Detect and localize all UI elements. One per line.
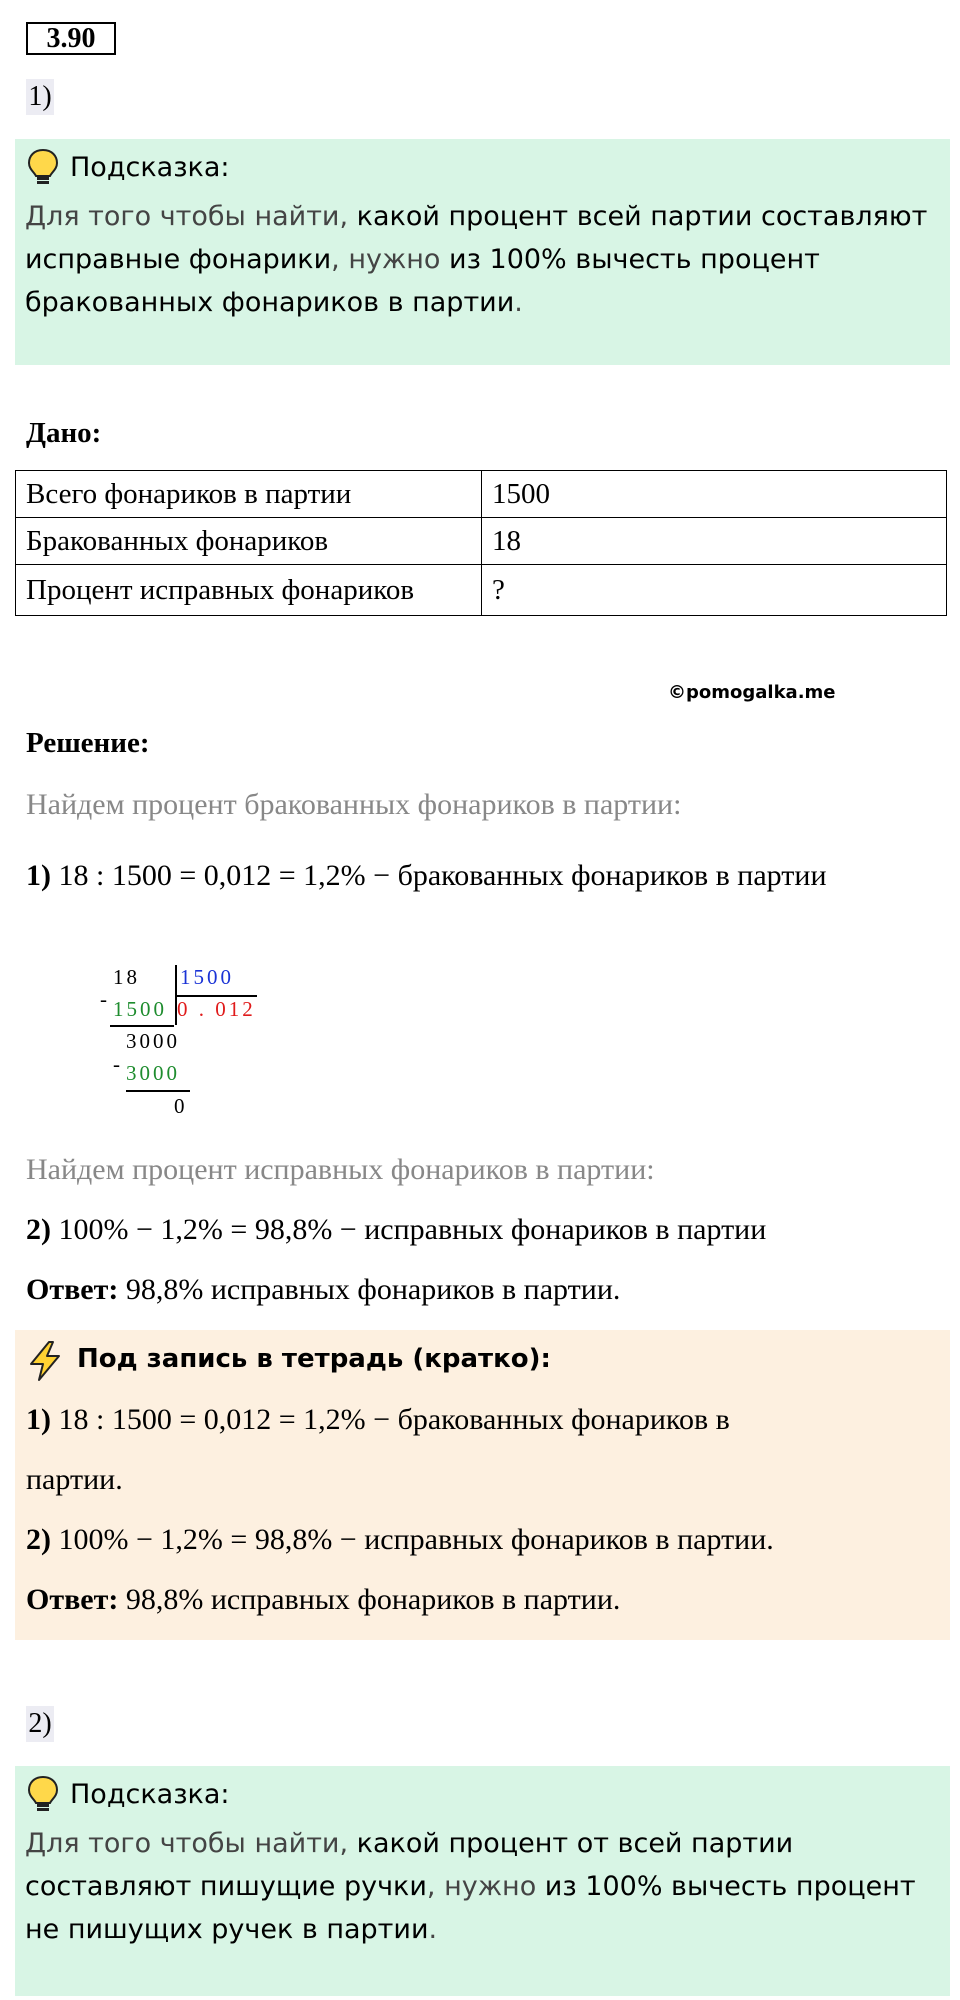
watermark: ©pomogalka.me: [668, 682, 836, 703]
solution-title: Решение:: [26, 727, 150, 759]
subtrahend-2: 3000: [126, 1061, 180, 1085]
notebook-line-2: 2) 100% − 1,2% = 98,8% − исправных фонариков в партии.: [26, 1523, 774, 1556]
division-underline-2: [126, 1090, 190, 1092]
given-label: Всего фонариков в партии: [16, 471, 482, 518]
minus-sign: -: [113, 1052, 123, 1076]
step2-intro: Найдем процент исправных фонариков в партии:: [26, 1153, 655, 1186]
notebook-line-1-cont: партии.: [26, 1463, 123, 1496]
step1-intro: Найдем процент бракованных фонариков в партии:: [26, 788, 682, 821]
quotient: 0 . 012: [177, 997, 256, 1021]
lightbulb-icon: [26, 1774, 60, 1814]
notebook-line-1: 1) 18 : 1500 = 0,012 = 1,2% − бракованных фонариков в: [26, 1403, 730, 1436]
hint-title: Подсказка:: [70, 1779, 230, 1810]
given-table: [15, 470, 947, 616]
table-row: [16, 565, 947, 616]
hint-text: Для того чтобы найти, какой процент от всей партии составляют пишущие ручки, нужно из 100% вычесть процент не пишущих ручек в партии.: [25, 1828, 916, 1945]
division-underline-1: [110, 1025, 174, 1027]
step2-line: 2) 100% − 1,2% = 98,8% − исправных фонариков в партии: [26, 1213, 767, 1246]
given-value: 18: [482, 518, 947, 565]
hint-box-2: [15, 1766, 950, 1996]
hint-title: Подсказка:: [70, 152, 230, 183]
subtrahend-1: 1500: [113, 997, 167, 1021]
remainder-1: 3000: [126, 1029, 180, 1053]
notebook-title: Под запись в тетрадь (кратко):: [77, 1344, 551, 1374]
notebook-answer: Ответ: 98,8% исправных фонариков в партии.: [26, 1583, 621, 1616]
hint-box-1: [15, 139, 950, 365]
table-row: [16, 518, 947, 565]
lightbulb-icon: [26, 147, 60, 187]
table-row: [16, 471, 947, 518]
minus-sign: -: [100, 987, 110, 1011]
given-title: Дано:: [26, 417, 102, 449]
long-division: [100, 965, 260, 1125]
given-value: ?: [482, 565, 947, 616]
task-number: 3.90: [26, 22, 116, 55]
lightning-icon: [27, 1340, 63, 1382]
dividend: 18: [113, 965, 140, 989]
given-value: 1500: [482, 471, 947, 518]
notebook-box: [15, 1330, 950, 1640]
hint-text: Для того чтобы найти, какой процент всей партии составляют исправные фонарики, нужно из 100% вычесть процент бракованных фонариков в партии.: [25, 201, 928, 318]
divisor: 1500: [180, 965, 234, 989]
remainder-2: 0: [174, 1094, 188, 1118]
part-label-1: 1): [26, 79, 54, 115]
given-label: Бракованных фонариков: [16, 518, 482, 565]
part-label-2: 2): [26, 1706, 54, 1742]
given-label: Процент исправных фонариков: [16, 565, 482, 616]
answer-line: Ответ: 98,8% исправных фонариков в партии.: [26, 1273, 621, 1306]
step1-line: 1) 18 : 1500 = 0,012 = 1,2% − бракованных фонариков в партии: [26, 859, 827, 892]
